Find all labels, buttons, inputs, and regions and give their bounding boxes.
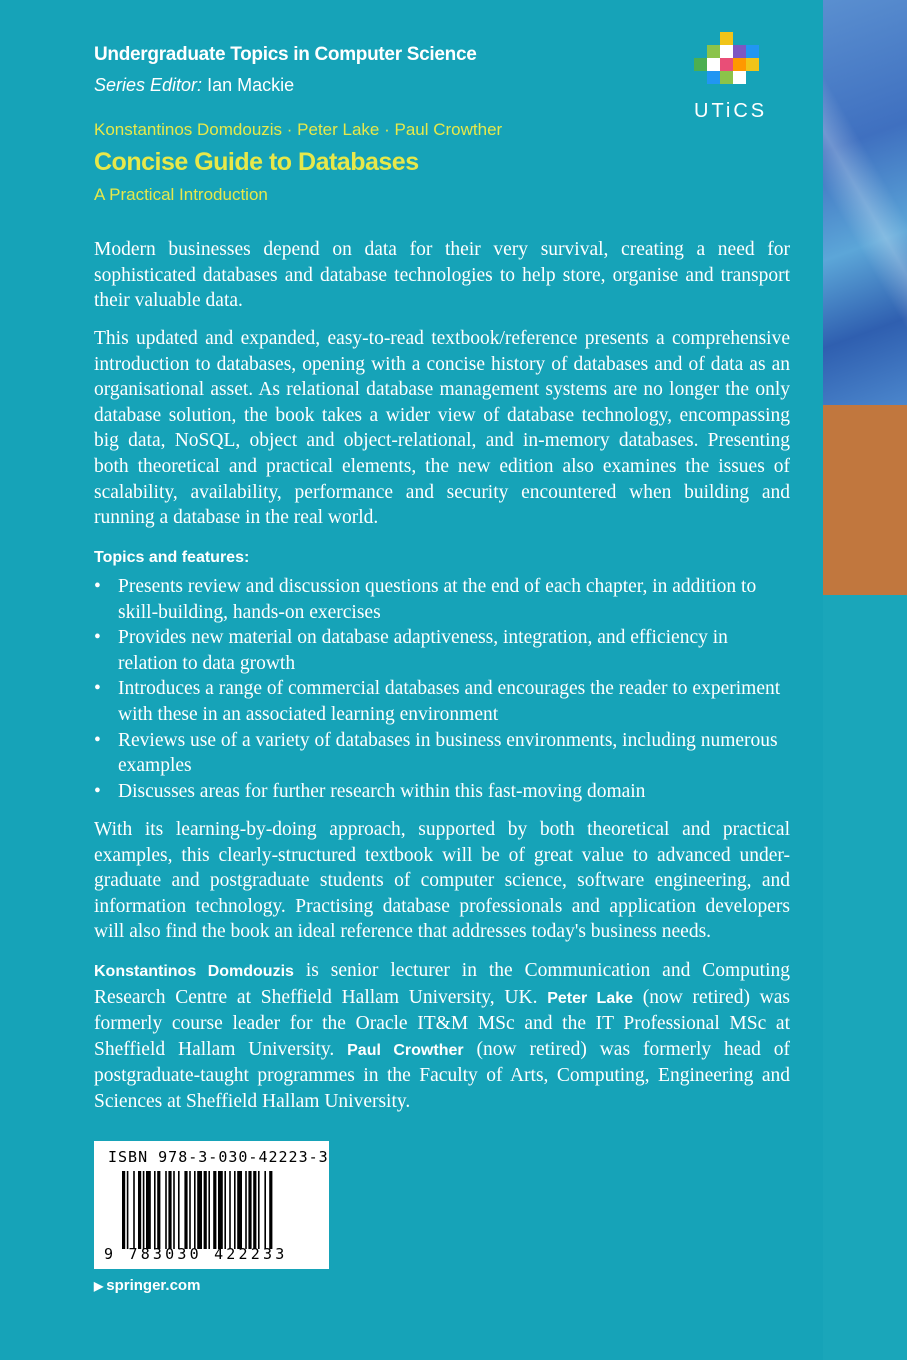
book-title: Concise Guide to Databases: [94, 148, 419, 176]
barcode-bar: [168, 1171, 171, 1249]
list-item: • Introduces a range of commercial databases and encourages the reader to experiment with these in an associated learning environment: [94, 676, 790, 727]
book-subtitle: A Practical Introduction: [94, 185, 268, 204]
barcode-bar: [204, 1171, 207, 1249]
barcode-bar: [154, 1171, 156, 1249]
barcode-digits: 9 783030 422233: [104, 1245, 288, 1263]
barcode-bar: [197, 1171, 202, 1249]
barcode-bar: [245, 1171, 247, 1249]
publisher-url: springer.com: [106, 1277, 201, 1294]
author-name-1: Konstantinos Domdouzis: [94, 963, 294, 980]
intro-paragraph: Modern businesses depend on data for their very survival, creating a need for sophisticated databases and database technologies to help store, organise and transport their valuable data.: [94, 239, 790, 312]
barcode-bar: [146, 1171, 151, 1249]
utics-logo-grid: [694, 32, 760, 92]
barcode-bar: [258, 1171, 260, 1249]
isbn-label: ISBN 978-3-030-42223-3: [108, 1148, 329, 1166]
cover-orange-band: [823, 405, 907, 595]
barcode-bar: [248, 1171, 251, 1249]
list-item: • Reviews use of a variety of databases in business environments, including numerous examples: [94, 728, 790, 779]
author-bio-paragraph: [94, 958, 790, 1115]
barcode-bar: [253, 1171, 256, 1249]
approach-paragraph: With its learning-by-doing approach, supported by both theoretical and practical examples, this clearly-structured textbook will be of great value to advanced under-graduate and postgraduate students of computer science, software engineering, and information technology. Practising database professionals and application developers will also find the book an ideal reference that addresses today's business needs.: [94, 819, 790, 943]
author-bio-3: (now retired) was formerly head of postgraduate-taught programmes in the Faculty of Arts, Computing, Engineering and Sciences at Sheffield Hallam University.: [94, 1038, 790, 1112]
description-paragraph: This updated and expanded, easy-to-read textbook/reference presents a comprehensive introduction to databases, opening with a concise history of databases and of data as an organisational asset. As relational database management systems are no longer the only database solution, the book takes a wider view of database technology, encompassing big data, NoSQL, object and object-relational, and in-memory databases. Presenting both theoretical and practical elements, the new edition also examines the issues of scalability, availability, performance and security encountered when building and running a database in the real world.: [94, 328, 790, 529]
series-editor-name: Ian Mackie: [207, 75, 295, 95]
publisher-link[interactable]: [94, 1277, 200, 1294]
barcode-bar: [218, 1171, 223, 1249]
barcode-bar: [127, 1171, 129, 1249]
barcode-bar: [189, 1171, 191, 1249]
author-bio-2: (now retired) was formerly course leader for the Oracle IT&M MSc and the IT Professional MSc at Sheffield Hallam University.: [94, 986, 790, 1060]
barcode-bar: [138, 1171, 141, 1249]
list-item: • Discusses areas for further research within this fast-moving domain: [94, 779, 790, 805]
barcode-bar: [165, 1171, 167, 1249]
list-item: • Presents review and discussion questions at the end of each chapter, in addition to skill-building, hands-on exercises: [94, 574, 790, 625]
barcode-bar: [173, 1171, 175, 1249]
list-item: • Provides new material on database adaptiveness, integration, and efficiency in relation to data growth: [94, 625, 790, 676]
barcode-bar: [269, 1171, 272, 1249]
book-authors: Konstantinos Domdouzis · Peter Lake · Paul Crowther: [94, 120, 503, 139]
barcode-bar: [208, 1171, 210, 1249]
barcode-bar: [194, 1171, 196, 1249]
isbn-barcode: [94, 1141, 329, 1269]
barcode-bar: [184, 1171, 187, 1249]
barcode-bar: [143, 1171, 145, 1249]
barcode-bar: [224, 1171, 226, 1249]
barcode-bar: [229, 1171, 231, 1249]
barcode-bar: [133, 1171, 135, 1249]
barcode-bar: [234, 1171, 236, 1249]
barcode-bar: [213, 1171, 216, 1249]
author-name-2: Peter Lake: [547, 989, 633, 1007]
topics-heading: Topics and features:: [94, 549, 250, 566]
arrow-icon: ▶: [94, 1279, 104, 1293]
author-name-3: Paul Crowther: [347, 1041, 464, 1059]
series-title: Undergraduate Topics in Computer Science: [94, 44, 477, 65]
utics-logo-text: UTiCS: [694, 100, 768, 122]
cover-art-edge: [823, 0, 907, 405]
series-editor-label: Series Editor:: [94, 75, 203, 95]
author-bio-1: is senior lecturer in the Communication and Computing Research Centre at Sheffield Hallam University, UK.: [94, 960, 790, 1008]
barcode-bar: [237, 1171, 242, 1249]
barcode-bars: [122, 1171, 322, 1249]
barcode-bar: [122, 1171, 125, 1249]
utics-logo: [694, 32, 768, 124]
topics-list: [94, 574, 790, 804]
barcode-bar: [157, 1171, 160, 1249]
series-editor: [94, 75, 294, 96]
barcode-bar: [178, 1171, 180, 1249]
barcode-bar: [264, 1171, 266, 1249]
